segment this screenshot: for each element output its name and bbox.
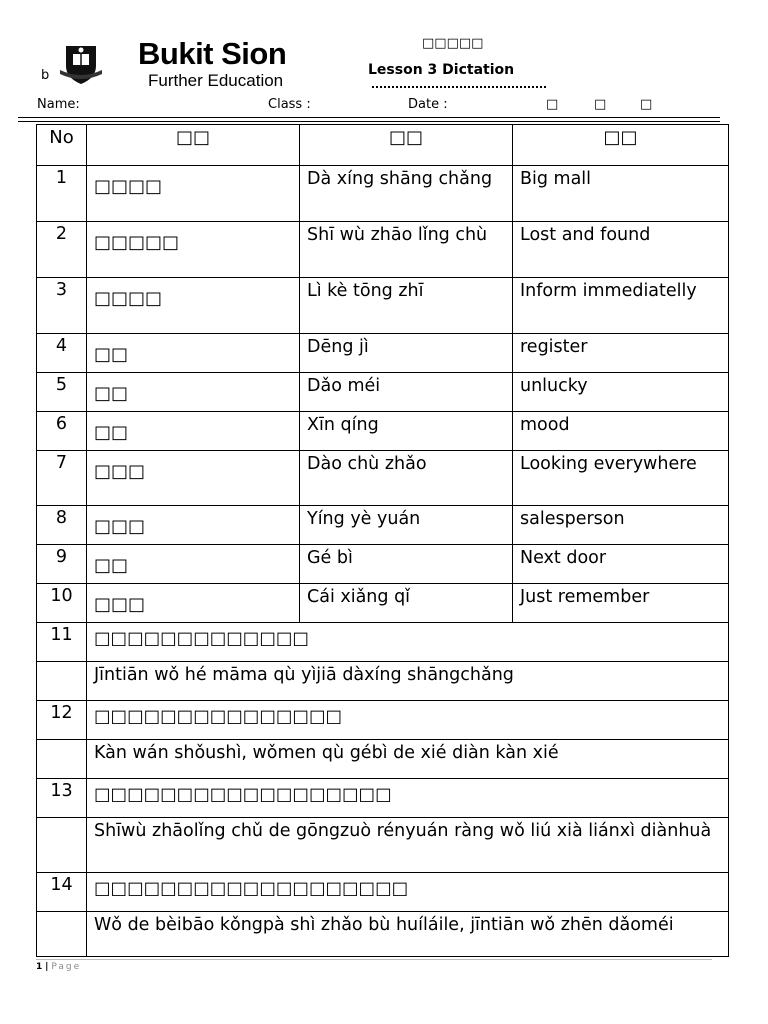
sentence-row — [37, 623, 729, 662]
date-box: □ — [640, 97, 653, 112]
english-cell: Inform immediatelly — [513, 278, 729, 334]
row-number: 5 — [37, 373, 87, 412]
hanzi-cell: □□ — [87, 412, 300, 451]
row-number: 14 — [37, 873, 87, 912]
row-number: 7 — [37, 451, 87, 506]
lesson-title: Lesson 3 Dictation — [368, 62, 515, 78]
sentence-pinyin-row — [37, 818, 729, 873]
page-separator: | — [45, 962, 49, 972]
school-subtitle: Further Education — [148, 71, 284, 90]
sentence-pinyin-cell: Jīntiān wǒ hé māma qù yìjiā dàxíng shāngchǎng — [87, 662, 729, 701]
sentence-pinyin-cell: Kàn wán shǒushì, wǒmen qù gébì de xié diàn kàn xié — [87, 740, 729, 779]
hanzi-cell: □□□□ — [87, 166, 300, 222]
logo-letter: b — [41, 68, 50, 83]
table-row — [37, 166, 729, 222]
row-number: 12 — [37, 701, 87, 740]
date-box: □ — [546, 97, 559, 112]
row-number: 8 — [37, 506, 87, 545]
sentence-pinyin-cell: Wǒ de bèibāo kǒngpà shì zhǎo bù huíláile, jīntiān wǒ zhēn dǎoméi — [87, 912, 729, 957]
school-crest-icon — [58, 40, 104, 86]
table-row — [37, 545, 729, 584]
english-cell: Lost and found — [513, 222, 729, 278]
pinyin-cell: Dǎo méi — [300, 373, 513, 412]
english-cell: Next door — [513, 545, 729, 584]
table-row — [37, 278, 729, 334]
empty-cell — [37, 818, 87, 873]
english-cell: salesperson — [513, 506, 729, 545]
sentence-hanzi-cell: □□□□□□□□□□□□□□□□□□□ — [87, 873, 729, 912]
table-header-row — [37, 125, 729, 166]
table-row — [37, 222, 729, 278]
pinyin-cell: Shī wù zhāo lǐng chù — [300, 222, 513, 278]
page-number: 1 — [36, 962, 43, 972]
pinyin-cell: Lì kè tōng zhī — [300, 278, 513, 334]
english-cell: Just remember — [513, 584, 729, 623]
hanzi-cell: □□ — [87, 334, 300, 373]
chinese-title: □□□□□ — [422, 36, 484, 51]
table-row — [37, 506, 729, 545]
english-cell: unlucky — [513, 373, 729, 412]
row-number: 1 — [37, 166, 87, 222]
row-number: 9 — [37, 545, 87, 584]
document-header — [0, 0, 768, 125]
row-number: 13 — [37, 779, 87, 818]
date-label: Date : — [408, 97, 448, 112]
column-header-english: □□ — [513, 125, 729, 166]
row-number: 10 — [37, 584, 87, 623]
page-word: Page — [51, 962, 82, 972]
row-number: 6 — [37, 412, 87, 451]
row-number: 4 — [37, 334, 87, 373]
column-header-hanzi: □□ — [87, 125, 300, 166]
page-footer — [36, 962, 81, 972]
table-row — [37, 334, 729, 373]
column-header-pinyin: □□ — [300, 125, 513, 166]
english-cell: register — [513, 334, 729, 373]
empty-cell — [37, 912, 87, 957]
hanzi-cell: □□□□□ — [87, 222, 300, 278]
column-header-no: No — [37, 125, 87, 166]
row-number: 11 — [37, 623, 87, 662]
pinyin-cell: Cái xiǎng qǐ — [300, 584, 513, 623]
sentence-hanzi-cell: □□□□□□□□□□□□□□□ — [87, 701, 729, 740]
sentence-pinyin-row — [37, 912, 729, 957]
hanzi-cell: □□ — [87, 373, 300, 412]
table-row — [37, 412, 729, 451]
header-divider — [18, 117, 720, 118]
row-number: 2 — [37, 222, 87, 278]
dotted-line — [372, 82, 546, 88]
pinyin-cell: Gé bì — [300, 545, 513, 584]
name-label: Name: — [37, 97, 80, 112]
class-label: Class : — [268, 97, 311, 112]
sentence-pinyin-row — [37, 740, 729, 779]
table-row — [37, 373, 729, 412]
empty-cell — [37, 662, 87, 701]
pinyin-cell: Dēng jì — [300, 334, 513, 373]
row-number: 3 — [37, 278, 87, 334]
school-name: Bukit Sion — [138, 36, 287, 71]
sentence-row — [37, 779, 729, 818]
sentence-pinyin-cell: Shīwù zhāolǐng chǔ de gōngzuò rényuán ràng wǒ liú xià liánxì diànhuà — [87, 818, 729, 873]
pinyin-cell: Dà xíng shāng chǎng — [300, 166, 513, 222]
english-cell: mood — [513, 412, 729, 451]
sentence-pinyin-row — [37, 662, 729, 701]
hanzi-cell: □□□ — [87, 584, 300, 623]
hanzi-cell: □□ — [87, 545, 300, 584]
dictation-table — [36, 124, 729, 957]
pinyin-cell: Yíng yè yuán — [300, 506, 513, 545]
english-cell: Big mall — [513, 166, 729, 222]
hanzi-cell: □□□□ — [87, 278, 300, 334]
sentence-hanzi-cell: □□□□□□□□□□□□□□□□□□ — [87, 779, 729, 818]
pinyin-cell: Dào chù zhǎo — [300, 451, 513, 506]
sentence-row — [37, 873, 729, 912]
pinyin-cell: Xīn qíng — [300, 412, 513, 451]
date-box: □ — [594, 97, 607, 112]
empty-cell — [37, 740, 87, 779]
header-divider — [18, 121, 720, 122]
english-cell: Looking everywhere — [513, 451, 729, 506]
sentence-row — [37, 701, 729, 740]
table-row — [37, 584, 729, 623]
footer-divider — [36, 959, 712, 960]
table-row — [37, 451, 729, 506]
hanzi-cell: □□□ — [87, 506, 300, 545]
hanzi-cell: □□□ — [87, 451, 300, 506]
sentence-hanzi-cell: □□□□□□□□□□□□□ — [87, 623, 729, 662]
